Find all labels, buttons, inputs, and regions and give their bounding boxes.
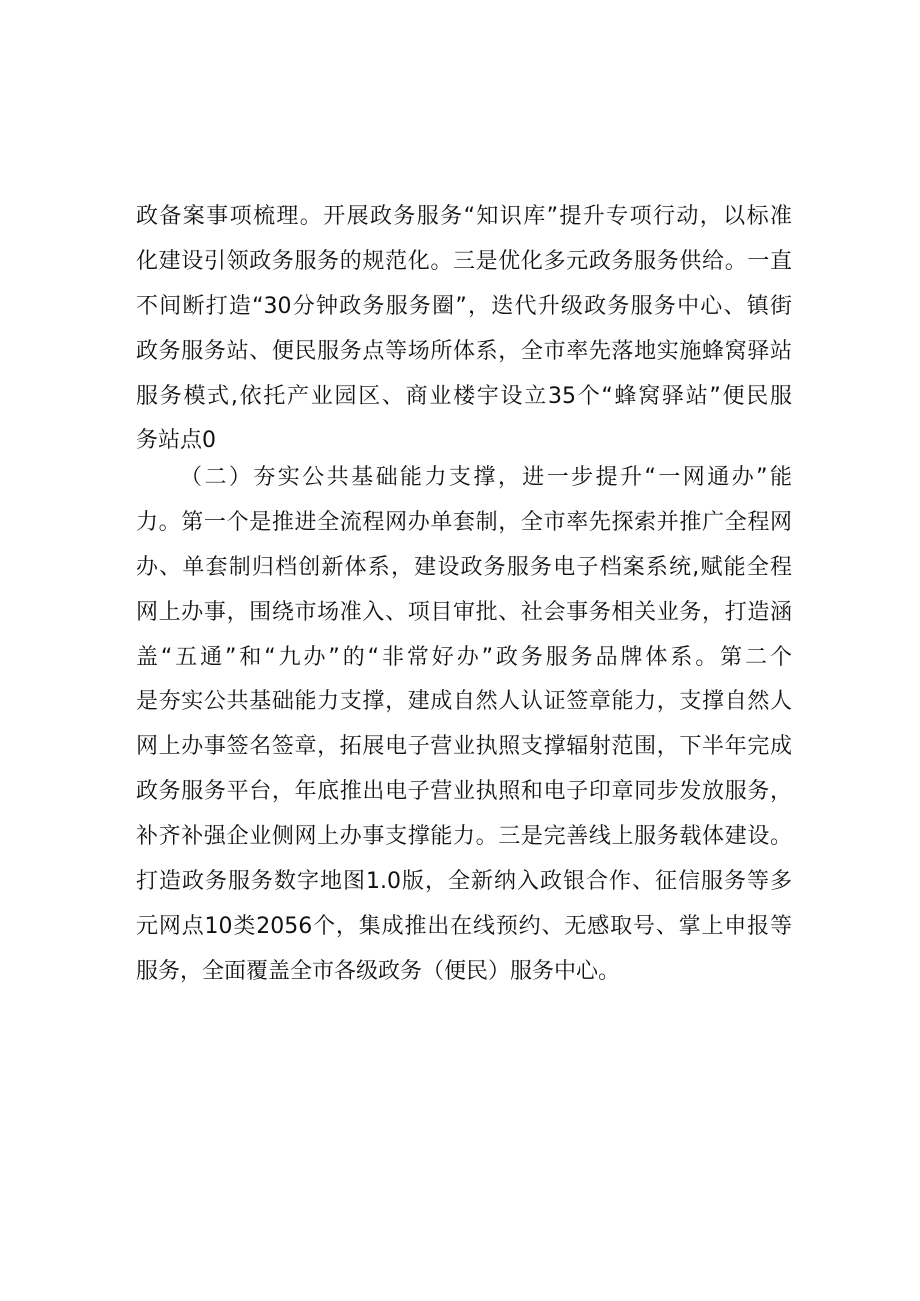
paragraph-2 — [136, 456, 792, 995]
paragraph-line: 是夯实公共基础能力支撑，建成自然人认证签章能力，支撑自然人 — [136, 689, 792, 715]
paragraph-line: 元网点10类2056个，集成推出在线预约、无感取号、掌上申报等 — [136, 913, 792, 939]
paragraph-line: 化建设引领政务服务的规范化。三是优化多元政务服务供给。一直 — [136, 248, 792, 274]
paragraph-line: 不间断打造“30分钟政务服务圈”，迭代升级政务服务中心、镇街 — [136, 293, 792, 319]
paragraph-1 — [136, 195, 792, 464]
paragraph-line: 打造政务服务数字地图1.0版，全新纳入政银合作、征信服务等多 — [136, 869, 792, 895]
section-heading-line: （二）夯实公共基础能力支撑，进一步提升“一网通办”能 — [180, 465, 792, 490]
paragraph-line: 政务服务站、便民服务点等场所体系，全市率先落地实施蜂窝驿站 — [136, 338, 792, 364]
paragraph-line: 补齐补强企业侧网上办事支撑能力。三是完善线上服务载体建设。 — [136, 824, 792, 850]
paragraph-line: 务站点0 — [136, 428, 216, 454]
paragraph-line: 服务，全面覆盖全市各级政务（便民）服务中心。 — [136, 958, 621, 984]
paragraph-line: 盖“五通”和“九办”的“非常好办”政务服务品牌体系。第二个 — [136, 644, 792, 670]
paragraph-line: 力。第一个是推进全流程网办单套制，全市率先探索并推广全程网 — [136, 509, 792, 535]
paragraph-line: 网上办事签名签章，拓展电子营业执照支撑辐射范围，下半年完成 — [136, 734, 792, 760]
paragraph-line: 网上办事，围绕市场准入、项目审批、社会事务相关业务，打造涵 — [136, 599, 792, 625]
paragraph-line: 服务模式,依托产业园区、商业楼宇设立35个“蜂窝驿站”便民服 — [136, 383, 792, 409]
paragraph-line: 政备案事项梳理。开展政务服务“知识库”提升专项行动，以标准 — [136, 204, 792, 229]
paragraph-line: 办、单套制归档创新体系，建设政务服务电子档案系统,赋能全程 — [136, 554, 792, 580]
paragraph-line: 政务服务平台，年底推出电子营业执照和电子印章同步发放服务， — [136, 779, 792, 805]
